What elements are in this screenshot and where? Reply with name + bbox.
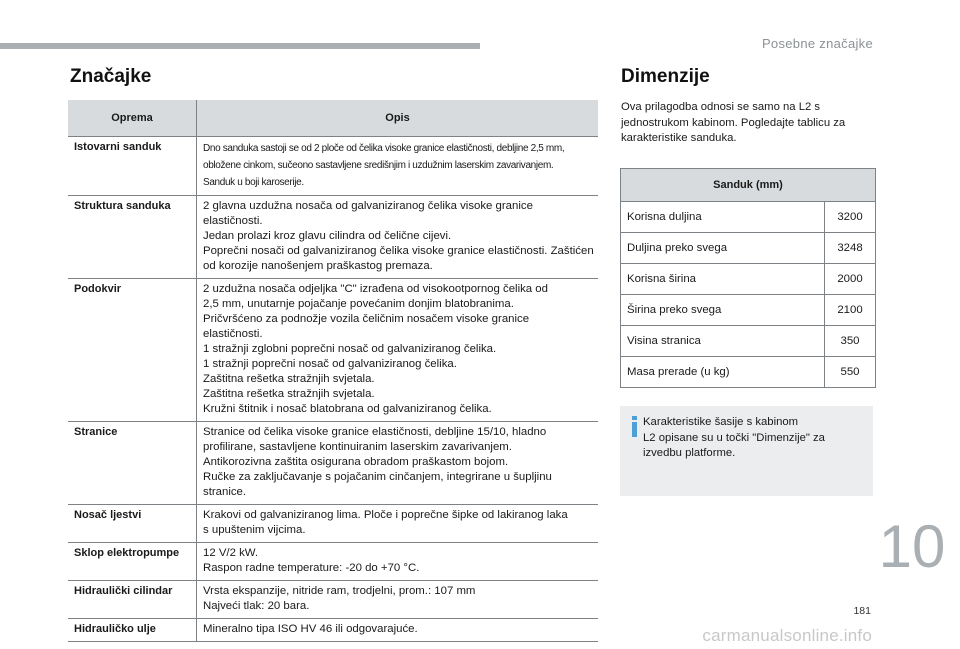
table-row xyxy=(621,357,876,388)
watermark: carmanualsonline.info xyxy=(702,626,872,645)
col-header-equipment: Oprema xyxy=(68,100,197,137)
dim-label: Masa prerade (u kg) xyxy=(621,357,825,388)
table-row xyxy=(621,295,876,326)
dim-label: Korisna širina xyxy=(621,264,825,295)
dim-value: 3200 xyxy=(825,202,876,233)
dimensions-title: Dimenzije xyxy=(621,66,710,87)
row-key: Struktura sanduka xyxy=(68,196,197,279)
row-key: Podokvir xyxy=(68,279,197,422)
row-value: 12 V/2 kW. Raspon radne temperature: -20 do +70 °C. xyxy=(197,543,599,581)
row-value: Vrsta ekspanzije, nitride ram, trodjelni, prom.: 107 mm Najveći tlak: 20 bara. xyxy=(197,581,599,619)
row-value: Krakovi od galvaniziranog lima. Ploče i poprečne šipke od lakiranog laka s upuštenim vijcima. xyxy=(197,505,599,543)
table-row xyxy=(68,137,598,196)
section-label: Posebne značajke xyxy=(761,36,873,51)
table-row xyxy=(68,619,598,642)
row-key: Nosač ljestvi xyxy=(68,505,197,543)
dim-label: Korisna duljina xyxy=(621,202,825,233)
row-key: Hidraulički cilindar xyxy=(68,581,197,619)
table-row xyxy=(621,264,876,295)
dim-value: 3248 xyxy=(825,233,876,264)
features-title: Značajke xyxy=(70,66,152,87)
row-value: Dno sanduka sastoji se od 2 ploče od čelika visoke granice elastičnosti, debljine 2,5 mm, obložene cinkom, sučeono sastavljene središnjim i uzdužnim laserskim zavarivanjem. Sanduk u boji karoserije. xyxy=(197,137,599,196)
row-key: Sklop elektropumpe xyxy=(68,543,197,581)
row-value: 2 uzdužna nosača odjeljka "C" izrađena od visokootpornog čelika od 2,5 mm, unutarnje pojačanje povećanim donjim blatobranima. Pričvršćeno za podnožje vozila čeličnim nosačem visoke granice elastičnosti. 1 stražnji zglobni poprečni nosač od galvaniziranog čelika. 1 stražnji poprečni nosač od galvaniziranog čelika. Zaštitna rešetka stražnjih svjetala. Zaštitna rešetka stražnjih svjetala. Kružni štitnik i nosač blatobrana od galvaniziranog čelika. xyxy=(197,279,599,422)
dim-value: 2100 xyxy=(825,295,876,326)
row-value: 2 glavna uzdužna nosača od galvaniziranog čelika visoke granice elastičnosti. Jedan prolazi kroz glavu cilindra od čelične cijevi. Poprečni nosači od galvaniziranog čelika visoke granice elastičnosti. Zaštićen od korozije nanošenjem praškastog premaza. xyxy=(197,196,599,279)
row-key: Stranice xyxy=(68,422,197,505)
table-row xyxy=(621,233,876,264)
dim-value: 2000 xyxy=(825,264,876,295)
chapter-number: 10 xyxy=(878,513,946,580)
dim-label: Širina preko svega xyxy=(621,295,825,326)
info-box xyxy=(620,406,873,496)
table-row xyxy=(68,422,598,505)
table-row xyxy=(621,326,876,357)
dimensions-table xyxy=(620,168,876,388)
table-row xyxy=(68,581,598,619)
dim-value: 550 xyxy=(825,357,876,388)
dimensions-intro: Ova prilagodba odnosi se samo na L2 s jednostrukom kabinom. Pogledajte tablicu za karakteristike sanduka. xyxy=(621,101,846,144)
info-icon xyxy=(630,416,639,438)
page-number: 181 xyxy=(853,605,871,617)
dims-header: Sanduk (mm) xyxy=(621,169,876,202)
table-row xyxy=(68,543,598,581)
dim-label: Duljina preko svega xyxy=(621,233,825,264)
table-row xyxy=(68,279,598,422)
dim-value: 350 xyxy=(825,326,876,357)
features-table xyxy=(68,100,598,642)
top-decor-bar xyxy=(0,43,480,49)
row-value: Stranice od čelika visoke granice elastičnosti, debljine 15/10, hladno profilirane, sastavljene kontinuiranim laserskim zavarivanjem. Antikorozivna zaštita osigurana obradom praškastom bojom. Ručke za zaključavanje s pojačanim cinčanjem, integrirane u šupljinu stranice. xyxy=(197,422,599,505)
row-value: Mineralno tipa ISO HV 46 ili odgovarajuće. xyxy=(197,619,599,642)
row-key: Istovarni sanduk xyxy=(68,137,197,196)
info-text: Karakteristike šasije s kabinom L2 opisane su u točki "Dimenzije" za izvedbu platforme. xyxy=(643,416,825,459)
table-row xyxy=(68,196,598,279)
table-row xyxy=(621,202,876,233)
dim-label: Visina stranica xyxy=(621,326,825,357)
table-row xyxy=(68,505,598,543)
col-header-description: Opis xyxy=(197,100,599,137)
row-key: Hidrauličko ulje xyxy=(68,619,197,642)
